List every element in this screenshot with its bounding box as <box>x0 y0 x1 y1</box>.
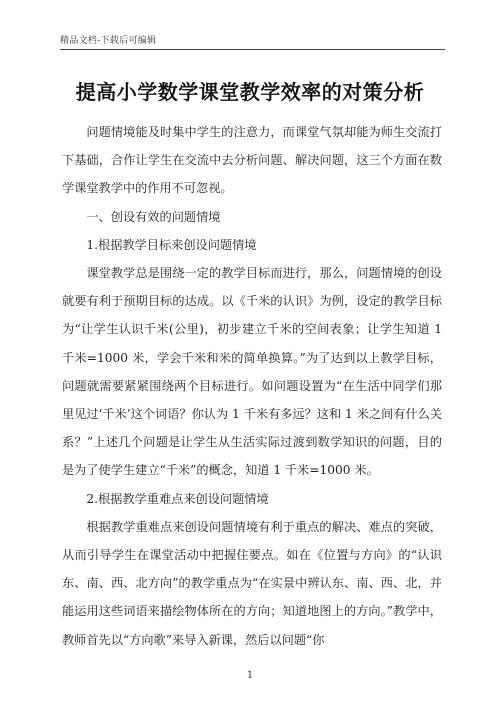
body-paragraph-2: 根据教学重难点来创设问题情境有利于重点的解决、难点的突破，从而引导学生在课堂活动中把握住要点。如在《位置与方向》的“认识东、南、西、北方向”的教学重点为“在实景中辨认东、南、西、北，并能运用这些词语来描绘物体所在的方向；知道地图上的方向。”教学中，教师首先以“方向歌”来导入新课，然后以问题“你 <box>62 519 442 647</box>
header-divider <box>60 49 445 50</box>
page-header: 精品文档-下载后可编辑 <box>60 36 157 46</box>
intro-paragraph: 问题情境能及时集中学生的注意力，而课堂气氛却能为师生交流打下基础，合作让学生在交流中去分析问题、解决问题，这三个方面在数学课堂教学中的作用不可忽视。 <box>62 125 442 196</box>
section-heading: 一、创设有效的问题情境 <box>86 209 221 224</box>
subsection-heading-1: 1.根据教学目标来创设问题情境 <box>86 237 257 252</box>
page-number: 1 <box>246 670 254 681</box>
document-title: 提高小学数学课堂教学效率的对策分析 <box>75 80 425 104</box>
body-paragraph-1: 课堂教学总是围绕一定的教学目标而进行，那么，问题情境的创设就要有利于预期目标的达成。以《千米的认识》为例，设定的教学目标为“让学生认识千米(公里)，初步建立千米的空间表象；让学生知道 1 千米=1000 米，学会千米和米的简单换算。”为了达到以上教学目标，问题就需要紧紧围绕两个目标进行。如问题设置为“在生活中同学们那里见过‘千米’这个词语？你认为 1 千米有多远？这和 1 米之间有什么关系？”上述几个问题是让学生从生活实际过渡到数学知识的问题，目的是为了使学生建立“千米”的概念，知道 1 千米=1000 米。 <box>62 266 443 478</box>
document-body <box>62 118 442 654</box>
subsection-heading-2: 2.根据教学重难点来创设问题情境 <box>86 491 269 506</box>
